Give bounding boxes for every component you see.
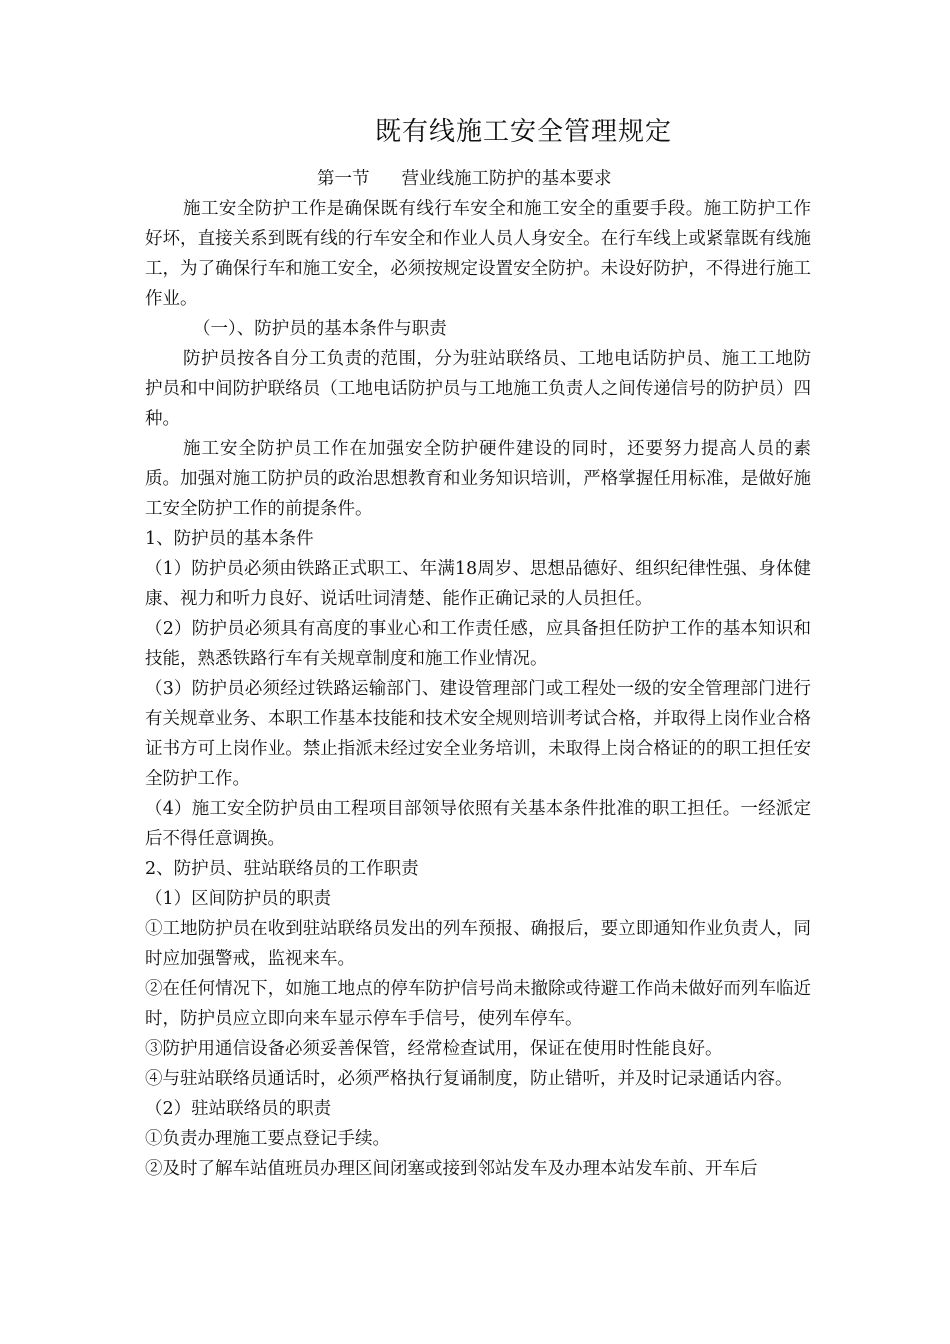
paragraph: 施工安全防护员工作在加强安全防护硬件建设的同时，还要努力提高人员的素质。加强对施工防护员的政治思想教育和业务知识培训，严格掌握任用标准，是做好施工安全防护工作的前提条件。: [145, 439, 811, 519]
paragraph: 1、防护员的基本条件: [145, 529, 314, 549]
paragraph: （1）区间防护员的职责: [145, 889, 332, 909]
paragraph: 防护员按各自分工负责的范围，分为驻站联络员、工地电话防护员、施工工地防护员和中间防护联络员（工地电话防护员与工地施工负责人之间传递信号的防护员）四种。: [145, 349, 811, 429]
section-number: 第一节: [317, 169, 370, 189]
paragraph: （1）防护员必须由铁路正式职工、年满18周岁、思想品德好、组织纪律性强、身体健康、视力和听力良好、说话吐词清楚、能作正确记录的人员担任。: [145, 559, 811, 609]
paragraph: （2）防护员必须具有高度的事业心和工作责任感，应具备担任防护工作的基本知识和技能，熟悉铁路行车有关规章制度和施工作业情况。: [145, 619, 811, 669]
document-title: 既有线施工安全管理规定: [375, 117, 673, 147]
paragraph: ④与驻站联络员通话时，必须严格执行复诵制度，防止错听，并及时记录通话内容。: [145, 1069, 793, 1089]
paragraph: ②及时了解车站值班员办理区间闭塞或接到邻站发车及办理本站发车前、开车后: [145, 1159, 758, 1179]
paragraph: ①工地防护员在收到驻站联络员发出的列车预报、确报后，要立即通知作业负责人，同时应加强警戒，监视来车。: [145, 919, 811, 969]
paragraph: ③防护用通信设备必须妥善保管，经常检查试用，保证在使用时性能良好。: [145, 1039, 723, 1059]
paragraph: 2、防护员、驻站联络员的工作职责: [145, 859, 419, 879]
document-page: [145, 112, 811, 1184]
section-title: 营业线施工防护的基本要求: [401, 169, 612, 189]
paragraph: （一）、防护员的基本条件与职责: [193, 319, 447, 339]
paragraph: （4）施工安全防护员由工程项目部领导依照有关基本条件批准的职工担任。一经派定后不得任意调换。: [145, 799, 811, 849]
paragraph: 施工安全防护工作是确保既有线行车安全和施工安全的重要手段。施工防护工作好坏，直接关系到既有线的行车安全和作业人员人身安全。在行车线上或紧靠既有线施工，为了确保行车和施工安全，必须按规定设置安全防护。未设好防护，不得进行施工作业。: [145, 199, 811, 309]
paragraph: ②在任何情况下，如施工地点的停车防护信号尚未撤除或待避工作尚未做好而列车临近时，防护员应立即向来车显示停车手信号，使列车停车。: [145, 979, 811, 1029]
paragraph: ①负责办理施工要点登记手续。: [145, 1129, 390, 1149]
section-heading: [145, 164, 811, 194]
paragraph: （3）防护员必须经过铁路运输部门、建设管理部门或工程处一级的安全管理部门进行有关规章业务、本职工作基本技能和技术安全规则培训考试合格，并取得上岗作业合格证书方可上岗作业。禁止指派未经过安全业务培训，未取得上岗合格证的的职工担任安全防护工作。: [145, 679, 811, 789]
paragraph: （2）驻站联络员的职责: [145, 1099, 332, 1119]
document-body: [145, 194, 811, 1184]
